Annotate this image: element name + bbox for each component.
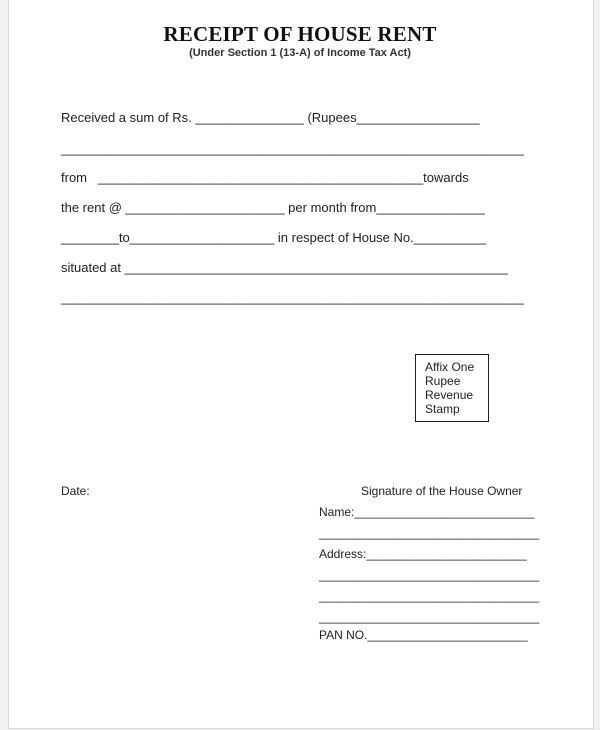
stamp-text-line: Revenue bbox=[425, 388, 474, 402]
pan-number-field: PAN NO.________________________ bbox=[319, 628, 528, 642]
stamp-text-line: Affix One bbox=[425, 360, 475, 374]
situated-at-line: situated at _____________________________________________________ bbox=[61, 260, 508, 275]
stamp-text-line: Stamp bbox=[425, 402, 460, 416]
signature-label: Signature of the House Owner bbox=[361, 484, 523, 498]
house-number-line: ________to____________________ in respect of House No.__________ bbox=[61, 230, 487, 245]
owner-address-field: Address:________________________ bbox=[319, 547, 527, 561]
blank-field-line: _________________________________ bbox=[319, 526, 540, 540]
blank-field-line: _________________________________ bbox=[319, 568, 540, 582]
rupees-continuation-line: ________________________________________________________________ bbox=[61, 141, 524, 156]
rent-rate-line: the rent @ ______________________ per month from_______________ bbox=[61, 200, 485, 215]
from-towards-line: from _____________________________________________towards bbox=[61, 170, 469, 185]
received-sum-line: Received a sum of Rs. _______________ (Rupees_________________ bbox=[61, 110, 480, 125]
blank-field-line: _________________________________ bbox=[319, 589, 540, 603]
page-subtitle: (Under Section 1 (13-A) of Income Tax Act) bbox=[189, 47, 411, 59]
date-label: Date: bbox=[61, 484, 90, 498]
owner-name-field: Name:___________________________ bbox=[319, 505, 535, 519]
page-title: RECEIPT OF HOUSE RENT bbox=[163, 22, 437, 46]
stamp-text-line: Rupee bbox=[425, 374, 461, 388]
revenue-stamp-box bbox=[415, 354, 489, 422]
blank-field-line: _________________________________ bbox=[319, 610, 540, 624]
address-continuation-line: ________________________________________________________________ bbox=[61, 290, 524, 305]
